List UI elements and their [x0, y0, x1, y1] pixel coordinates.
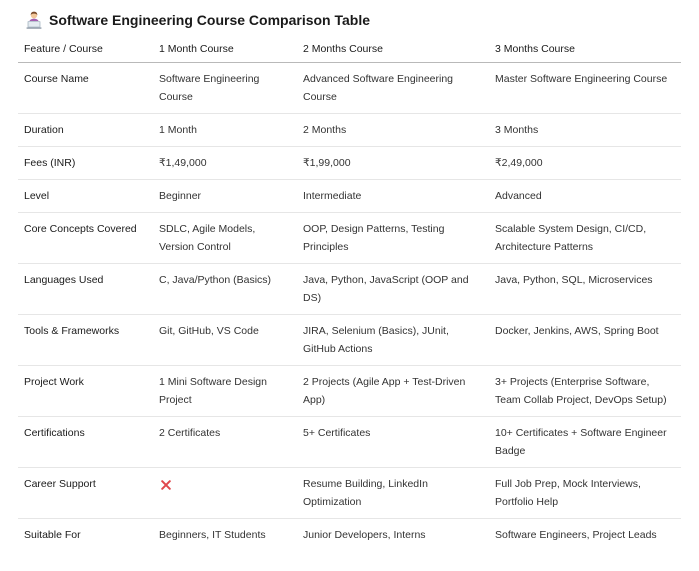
feature-cell: Career Support — [18, 468, 153, 519]
cross-mark-icon — [161, 478, 171, 488]
feature-cell: Suitable For — [24, 529, 81, 541]
feature-cell: Fees (INR) — [18, 147, 153, 180]
table-cell: Java, Python, JavaScript (OOP and DS) — [297, 264, 489, 315]
table-row — [18, 114, 681, 147]
table-cell: Java, Python, SQL, Microservices — [489, 264, 681, 315]
table-cell: JIRA, Selenium (Basics), JUnit, GitHub Actions — [297, 315, 489, 366]
table-row — [18, 147, 681, 180]
table-row — [18, 315, 681, 366]
table-cell: ₹1,49,000 — [153, 147, 297, 180]
table-cell: Docker, Jenkins, AWS, Spring Boot — [489, 315, 681, 366]
table-row — [18, 264, 681, 315]
table-cell: 2 Certificates — [153, 417, 297, 468]
table-cell: SDLC, Agile Models, Version Control — [153, 213, 297, 264]
feature-cell: Tools & Frameworks — [18, 315, 153, 366]
column-header-2-months: 2 Months Course — [297, 36, 489, 63]
table-cell: 5+ Certificates — [297, 417, 489, 468]
title-text: Software Engineering Course Comparison Table — [49, 12, 371, 28]
table-cell: Junior Developers, Interns — [303, 529, 426, 541]
table-cell: Advanced Software Engineering Course — [297, 63, 489, 114]
table-row — [18, 63, 681, 114]
table-cell: ₹2,49,000 — [489, 147, 681, 180]
table-cell: OOP, Design Patterns, Testing Principles — [297, 213, 489, 264]
table-cell: Scalable System Design, CI/CD, Architecture Patterns — [489, 213, 681, 264]
table-cell: 3 Months — [489, 114, 681, 147]
table-row — [18, 366, 681, 417]
feature-cell: Level — [18, 180, 153, 213]
table-cell: Full Job Prep, Mock Interviews, Portfolio Help — [489, 468, 681, 519]
page-title — [26, 10, 370, 30]
table-cell: ₹1,99,000 — [297, 147, 489, 180]
table-cell: 1 Mini Software Design Project — [153, 366, 297, 417]
column-header-3-months: 3 Months Course — [489, 36, 681, 63]
table-cell: Beginner — [153, 180, 297, 213]
feature-cell: Duration — [18, 114, 153, 147]
table-cell: Git, GitHub, VS Code — [153, 315, 297, 366]
table-cell: Resume Building, LinkedIn Optimization — [297, 468, 489, 519]
table-row — [18, 213, 681, 264]
table-cell: 2 Projects (Agile App + Test-Driven App) — [297, 366, 489, 417]
feature-cell: Course Name — [18, 63, 153, 114]
table-header-row — [18, 36, 681, 63]
table-cell: Beginners, IT Students — [159, 529, 266, 541]
table-cell: Master Software Engineering Course — [489, 63, 681, 114]
feature-cell: Project Work — [18, 366, 153, 417]
person-at-computer-icon — [26, 11, 42, 29]
table-row — [18, 417, 681, 468]
table-cell: 10+ Certificates + Software Engineer Badge — [489, 417, 681, 468]
table-cell: Advanced — [489, 180, 681, 213]
table-cell: C, Java/Python (Basics) — [153, 264, 297, 315]
column-header-1-month: 1 Month Course — [153, 36, 297, 63]
table-cell: 1 Month — [153, 114, 297, 147]
column-header-feature: Feature / Course — [18, 36, 153, 63]
table-cell — [153, 468, 297, 519]
table-cell: Software Engineers, Project Leads — [495, 529, 657, 541]
feature-cell: Languages Used — [18, 264, 153, 315]
table-row — [18, 468, 681, 519]
table-row — [18, 180, 681, 213]
table-cell: 3+ Projects (Enterprise Software, Team Collab Project, DevOps Setup) — [489, 366, 681, 417]
table-row — [18, 519, 681, 552]
table-cell: 2 Months — [297, 114, 489, 147]
feature-cell: Certifications — [18, 417, 153, 468]
table-cell: Software Engineering Course — [153, 63, 297, 114]
comparison-table — [18, 36, 681, 551]
table-cell: Intermediate — [297, 180, 489, 213]
feature-cell: Core Concepts Covered — [18, 213, 153, 264]
